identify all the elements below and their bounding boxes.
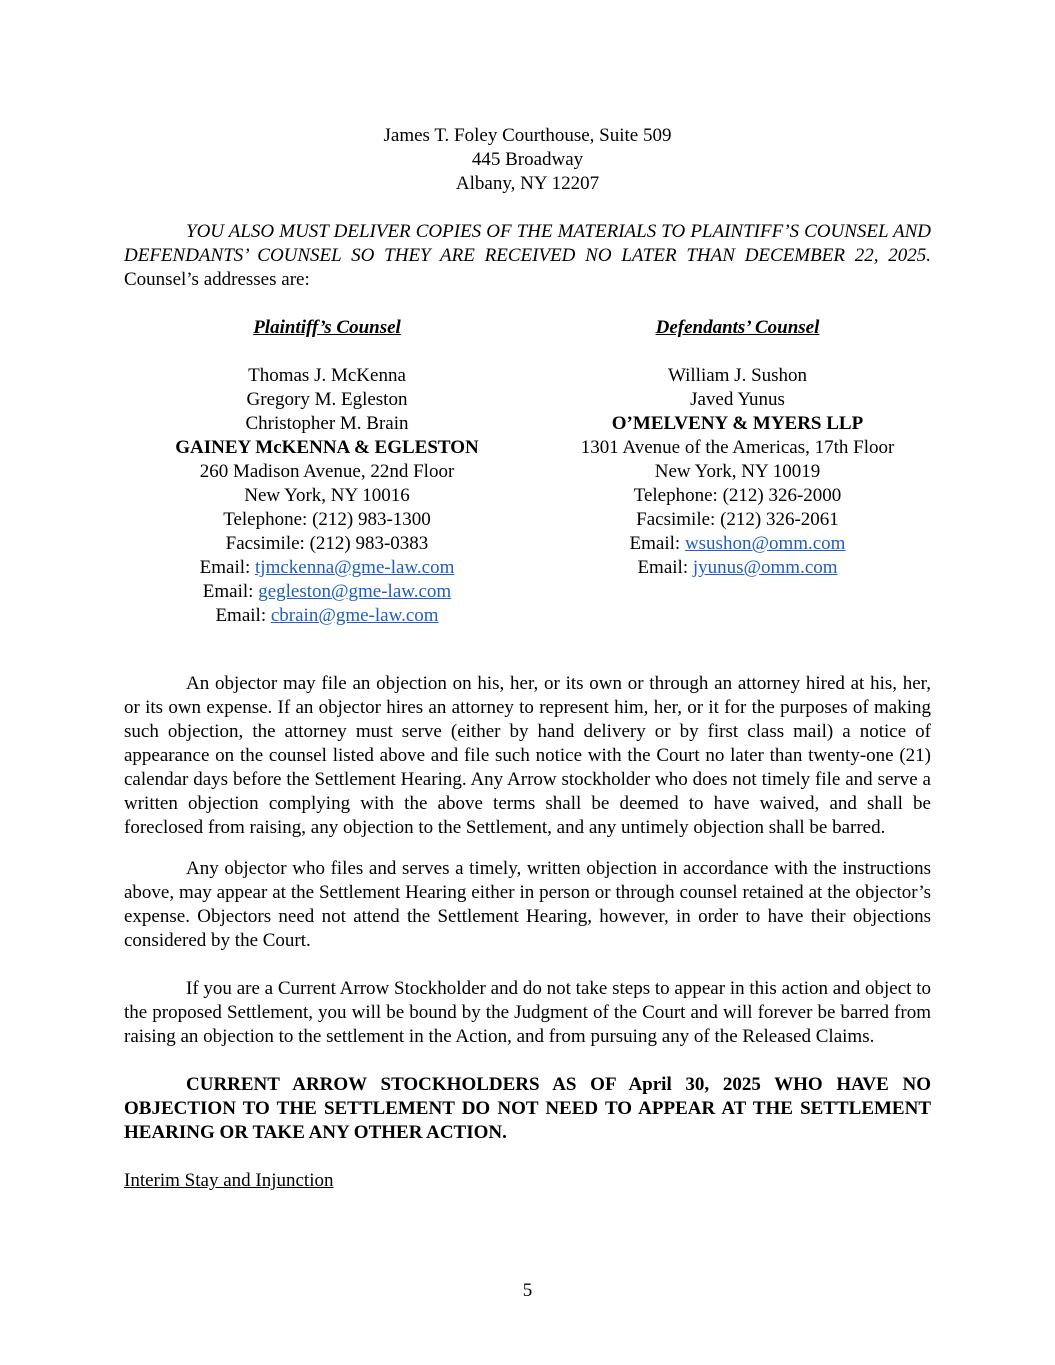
defendants-attorney: Javed Yunus	[690, 389, 785, 410]
objector-paragraph: An objector may file an objection on his, her, or its own or through an attorney hired at his, her, or its own expense. If an objector hires an attorney to represent him, her, or it for the purposes of making such objection, the attorney must serve (either by hand delivery or by first class mail) a notice of appearance on the counsel listed above and file such notice with the Court no later than twenty-one (21) calendar days before the Settlement Hearing. Any Arrow stockholder who does not timely file and serve a written objection complying with the above terms shall be deemed to have waived, and shall be foreclosed from raising, any objection to the Settlement, and any untimely objection shall be barred.	[124, 673, 931, 838]
plaintiff-attorney: Thomas J. McKenna	[248, 365, 406, 386]
defendants-email-link[interactable]: wsushon@omm.com	[684, 533, 846, 554]
delivery-notice-italic: YOU ALSO MUST DELIVER COPIES OF THE MATERIALS TO PLAINTIFF’S COUNSEL AND DEFENDANTS’ COUNSEL SO THEY ARE RECEIVED NO LATER THAN DECEMBER 22, 2025.	[124, 221, 931, 266]
bound-by-judgment-paragraph: If you are a Current Arrow Stockholder and do not take steps to appear in this action and object to the proposed Settlement, you will be bound by the Judgment of the Court and will forever be barred from raising an objection to the settlement in the Action, and from pursuing any of the Released Claims.	[124, 978, 931, 1047]
defendants-city: New York, NY 10019	[654, 461, 821, 482]
plaintiff-counsel-block	[110, 316, 544, 628]
defendants-firm-name: O’MELVENY & MYERS LLP	[611, 413, 864, 434]
plaintiff-email-link[interactable]: tjmckenna@gme-law.com	[255, 557, 455, 578]
email-label: Email:	[199, 557, 256, 578]
defendants-counsel-block	[544, 316, 931, 628]
defendants-email-link[interactable]: jyunus@omm.com	[692, 557, 838, 578]
plaintiff-email-link[interactable]: cbrain@gme-law.com	[270, 605, 439, 626]
email-label: Email:	[629, 533, 685, 554]
delivery-notice	[124, 220, 941, 292]
email-label: Email:	[637, 557, 693, 578]
counsel-addresses	[124, 316, 931, 628]
defendants-street: 1301 Avenue of the Americas, 17th Floor	[580, 437, 895, 458]
plaintiff-email-line	[110, 556, 544, 580]
defendants-facsimile: Facsimile: (212) 326-2061	[636, 509, 839, 530]
plaintiff-attorney: Gregory M. Egleston	[246, 389, 408, 410]
delivery-notice-tail: Counsel’s addresses are:	[124, 245, 941, 290]
address-line-3: Albany, NY 12207	[455, 173, 600, 194]
defendants-email-line	[544, 556, 931, 580]
plaintiff-counsel-heading: Plaintiff’s Counsel	[253, 317, 401, 338]
plaintiff-street: 260 Madison Avenue, 22nd Floor	[199, 461, 455, 482]
no-action-needed-paragraph: CURRENT ARROW STOCKHOLDERS AS OF April 30, 2025 WHO HAVE NO OBJECTION TO THE SETTLEMENT DO NOT NEED TO APPEAR AT THE SETTLEMENT HEARING OR TAKE ANY OTHER ACTION.	[124, 1074, 931, 1143]
defendants-telephone: Telephone: (212) 326-2000	[633, 485, 842, 506]
defendants-counsel-heading: Defendants’ Counsel	[655, 317, 820, 338]
document-page	[124, 124, 941, 1193]
email-label: Email:	[202, 581, 259, 602]
section-heading-interim-stay: Interim Stay and Injunction	[124, 1170, 334, 1191]
page-number: 5	[522, 1280, 533, 1301]
plaintiff-email-line	[110, 580, 544, 604]
defendants-attorney: William J. Sushon	[667, 365, 808, 386]
objector-appearance-paragraph: Any objector who files and serves a timely, written objection in accordance with the instructions above, may appear at the Settlement Hearing either in person or through counsel retained at the objector’s expense. Objectors need not attend the Settlement Hearing, however, in order to have their objections considered by the Court.	[124, 858, 931, 951]
plaintiff-city: New York, NY 10016	[244, 485, 410, 506]
plaintiff-email-link[interactable]: gegleston@gme-law.com	[258, 581, 452, 602]
plaintiff-firm-name: GAINEY McKENNA & EGLESTON	[175, 437, 479, 458]
defendants-email-line	[544, 532, 931, 556]
plaintiff-facsimile: Facsimile: (212) 983-0383	[225, 533, 429, 554]
address-line-2: 445 Broadway	[471, 149, 584, 170]
plaintiff-email-line	[110, 604, 544, 628]
email-label: Email:	[215, 605, 271, 626]
plaintiff-attorney: Christopher M. Brain	[245, 413, 409, 434]
courthouse-address	[124, 124, 931, 196]
address-line-1: James T. Foley Courthouse, Suite 509	[383, 125, 672, 146]
plaintiff-telephone: Telephone: (212) 983-1300	[223, 509, 431, 530]
